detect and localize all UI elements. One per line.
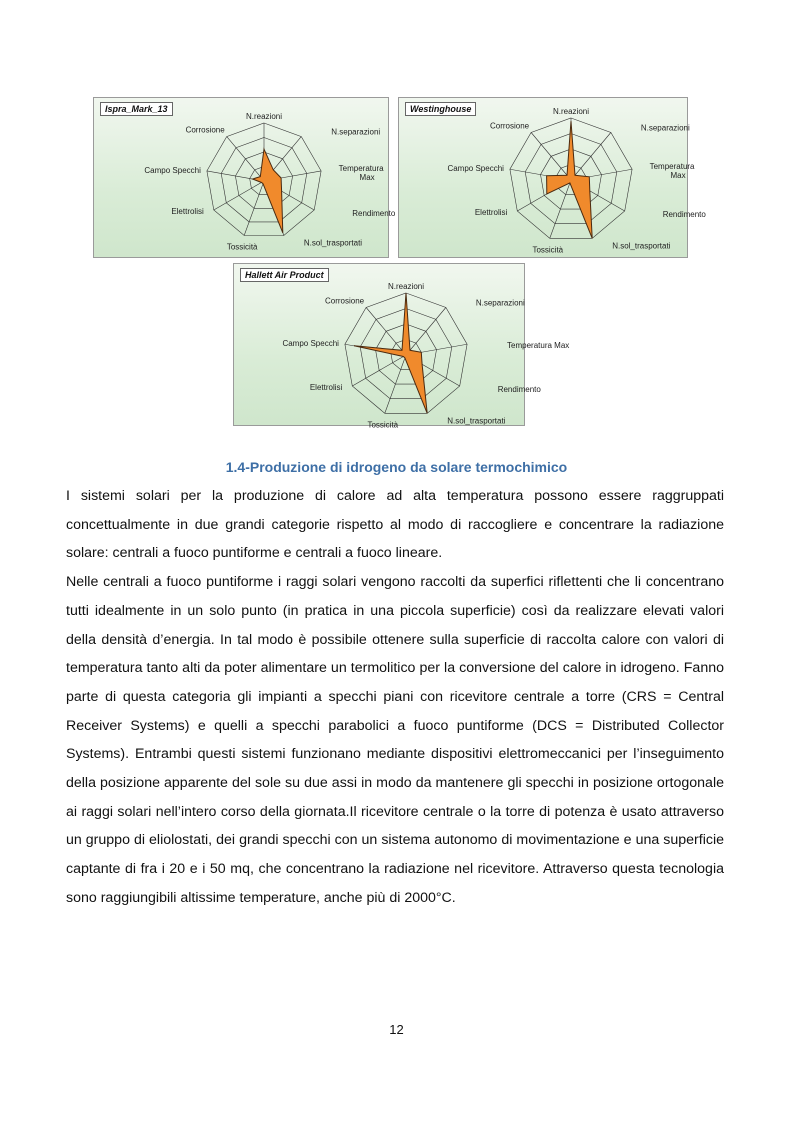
radar-spoke <box>352 355 406 386</box>
radar-axis-label: Corrosione <box>325 296 365 306</box>
radar-axis-label: Rendimento <box>662 210 706 219</box>
radar-axis-label: Elettrolisi <box>171 207 204 216</box>
radar-axis-label: Elettrolisi <box>474 208 508 217</box>
radar-axis-label: Campo Specchi <box>282 339 339 349</box>
radar-axis-label: Tossicità <box>532 245 564 255</box>
radar-axis-label: Campo Specchi <box>447 164 504 174</box>
chart-title-hallett: Hallett Air Product <box>240 268 329 282</box>
radar-axis-label: Tossicità <box>367 420 399 430</box>
radar-axis-label: Temperatura Max <box>649 162 695 181</box>
radar-axis-label: Campo Specchi <box>144 165 201 175</box>
paragraph-2: Nelle centrali a fuoco puntiforme i raggi solari vengono raccolti da superfici riflettenti che li concentrano tutti idealmente in un solo punto (in pratica in una piccola superficie) così da realizzare elevati valori della densità d’energia. In tal modo è possibile ottenere sulla superficie di raccolta calore con valori di temperatura tanto alti da poter alimentare un termolitico per la conversione del calore in idrogeno. Fanno parte di questa categoria gli impianti a specchi piani con ricevitore centrale a torre (CRS = Central Receiver Systems) e quelli a specchi parabolici a fuoco puntiforme (DCS = Distributed Collector Systems). Entrambi questi sistemi funzionano mediante dispositivi elettromeccanici per l’inseguimento della posizione apparente del sole su due assi in modo da mantenere gli specchi in posizione ortogonale ai raggi solari nell’intero corso della giornata.Il ricevitore centrale o la torre di potenza è usato attraverso un gruppo di eliolostati, dei grandi specchi con un sistema autonomo di movimentazione e una superficie captante di fra i 20 e i 50 mq, che concentrano la radiazione nel ricevitore. Attraverso questa tecnologia sono raggiungibili altissime temperature, anche più di 2000°C. <box>66 574 724 906</box>
radar-axis-label: Rendimento <box>497 385 541 394</box>
radar-spoke <box>571 133 611 180</box>
chart-title-westinghouse: Westinghouse <box>405 102 476 116</box>
radar-spoke <box>214 181 264 210</box>
radar-axis-label: N.separazioni <box>331 127 381 137</box>
radar-axis-label: N.sol_trasportati <box>447 416 506 426</box>
radar-axis-label: N.sol_trasportati <box>303 238 363 248</box>
radar-axis-label: Corrosione <box>185 125 225 135</box>
chart-title-ispra: Ispra_Mark_13 <box>100 102 173 116</box>
radar-spoke <box>227 137 264 181</box>
radar-axis-label: Rendimento <box>352 209 396 218</box>
radar-svg-westinghouse <box>399 98 706 259</box>
radar-axis-label: Corrosione <box>490 121 530 131</box>
radar-axis-label: N.reazioni <box>245 112 283 121</box>
radar-chart-westinghouse <box>398 97 706 258</box>
radar-chart-ispra <box>93 97 396 258</box>
radar-axis-label: N.sol_trasportati <box>612 241 671 251</box>
radar-axis-label: N.reazioni <box>387 282 425 291</box>
radar-axis-label: Temperatura Max <box>507 341 570 351</box>
page-number: 12 <box>389 1022 404 1037</box>
radar-svg-ispra <box>94 98 396 259</box>
section-heading: 1.4-Produzione di idrogeno da solare termochimico <box>225 459 568 475</box>
radar-axis-label: Elettrolisi <box>309 383 343 392</box>
radar-svg-hallett <box>234 264 570 430</box>
radar-spoke <box>406 308 446 355</box>
body-text <box>66 482 724 913</box>
paragraph-1: I sistemi solari per la produzione di calore ad alta temperatura possono essere raggruppati concettualmente in due grandi categorie rispetto al modo di raccogliere e concentrare la radiazione solare: centrali a fuoco puntiforme e centrali a fuoco lineare. <box>66 488 724 562</box>
radar-axis-label: Temperatura Max <box>338 163 384 182</box>
radar-series-area <box>354 293 427 413</box>
radar-axis-label: N.reazioni <box>552 107 590 116</box>
radar-axis-label: N.separazioni <box>475 298 525 308</box>
radar-spoke <box>531 133 571 180</box>
radar-axis-label: N.separazioni <box>640 123 690 133</box>
radar-series-area <box>253 149 283 233</box>
radar-axis-label: Tossicità <box>226 242 258 252</box>
radar-chart-hallett <box>233 263 570 430</box>
